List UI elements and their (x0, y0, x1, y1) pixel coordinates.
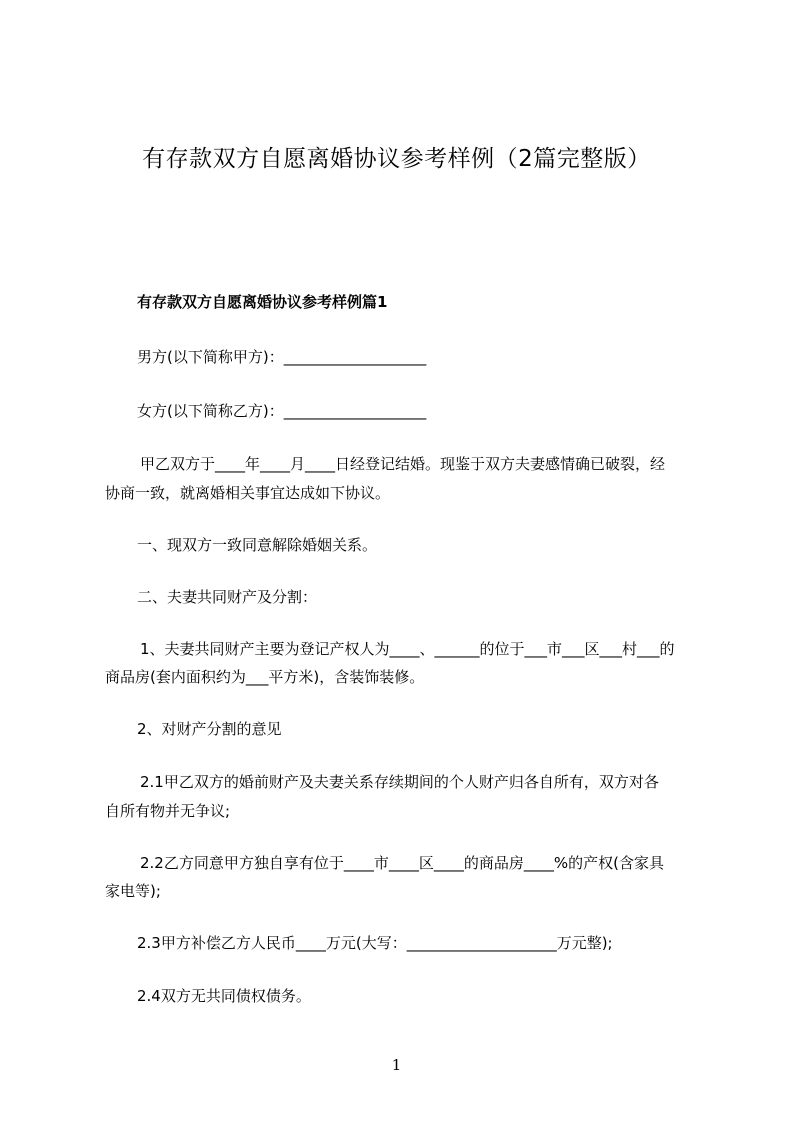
husband-line: 男方(以下简称甲方)：___________________ (137, 348, 427, 366)
clause-2-4: 2.4双方无共同债权债务。 (137, 987, 311, 1005)
clause-1: 一、现双方一致同意解除婚姻关系。 (137, 536, 378, 554)
clause-2-1-line-1: 1、夫妻共同财产主要为登记产权人为____、______的位于___市___区___村___的 (140, 640, 675, 658)
page-number: 1 (391, 1056, 402, 1074)
clause-2-3: 2.3甲方补偿乙方人民币____万元(大写：____________________万元整); (137, 934, 613, 952)
clause-2-opinion: 2、对财产分割的意见 (137, 720, 282, 738)
marriage-paragraph-line-1: 甲乙双方于____年____月____日经登记结婚。现鉴于双方夫妻感情确已破裂，经 (140, 455, 666, 473)
clause-2-2-line-2: 家电等); (105, 882, 161, 900)
wife-line: 女方(以下简称乙方)：___________________ (137, 402, 427, 420)
document-title: 有存款双方自愿离婚协议参考样例（2篇完整版） (142, 146, 651, 172)
clause-2-1-property-line-2: 自所有物并无争议; (105, 802, 231, 820)
marriage-paragraph-line-2: 协商一致，就离婚相关事宜达成如下协议。 (105, 484, 391, 502)
clause-2: 二、夫妻共同财产及分割： (137, 588, 318, 606)
clause-2-1-line-2: 商品房(套内面积约为___平方米)，含装饰装修。 (105, 668, 425, 686)
clause-2-2-line-1: 2.2乙方同意甲方独自享有位于____市____区____的商品房____%的产权(含家具 (140, 854, 664, 872)
section-heading: 有存款双方自愿离婚协议参考样例篇1 (137, 293, 388, 311)
clause-2-1-property-line-1: 2.1甲乙双方的婚前财产及夫妻关系存续期间的个人财产归各自所有，双方对各 (140, 773, 659, 791)
